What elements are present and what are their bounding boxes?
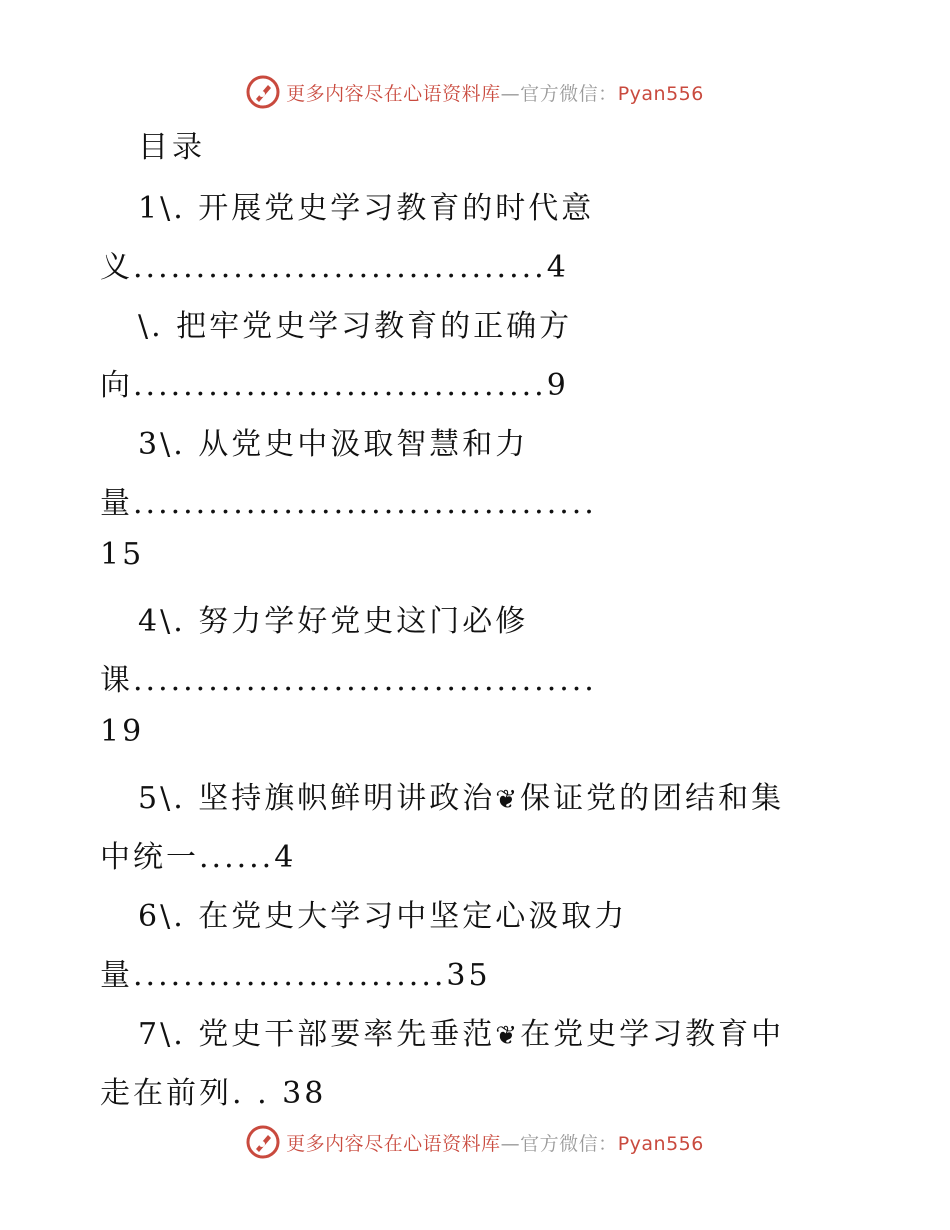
toc-entry-5-part1: 5\. 坚持旗帜鲜明讲政治 bbox=[138, 781, 496, 816]
toc-entry-3-cont: 量..................................... bbox=[100, 486, 597, 521]
toc-entry-7-cont: 走在前列. . 38 bbox=[100, 1076, 327, 1111]
footer-watermark bbox=[0, 1120, 950, 1164]
toc-entry-4-cont: 课..................................... bbox=[100, 663, 597, 698]
pen-logo-icon bbox=[246, 1125, 280, 1159]
toc-entry-3-page: 15 bbox=[100, 537, 145, 572]
toc-entry-6: 6\. 在党史大学习中坚定心汲取力 bbox=[138, 899, 628, 934]
toc-entry-7-part1: 7\. 党史干部要率先垂范 bbox=[138, 1017, 496, 1052]
toc-entry-4: 4\. 努力学好党史这门必修 bbox=[138, 604, 529, 639]
watermark-text: 更多内容尽在心语资料库—官方微信：Pyan556 bbox=[286, 82, 704, 105]
toc-entry-5-part2: 保证党的团结和集 bbox=[520, 781, 785, 816]
toc-entry-6-cont: 量.........................35 bbox=[100, 958, 491, 993]
toc-entry-7-part2: 在党史学习教育中 bbox=[520, 1017, 785, 1052]
toc-entry-4-page: 19 bbox=[100, 714, 145, 749]
watermark-text: 更多内容尽在心语资料库—官方微信：Pyan556 bbox=[286, 1132, 704, 1155]
toc-entry-1-cont: 义.................................4 bbox=[100, 250, 569, 285]
header-watermark bbox=[0, 70, 950, 114]
toc-title: 目录 bbox=[138, 130, 206, 165]
toc-entry-5-cont: 中统一......4 bbox=[100, 840, 297, 875]
ornament-icon: ❦ bbox=[495, 785, 521, 815]
toc-entry-1: 1\. 开展党史学习教育的时代意 bbox=[138, 191, 595, 226]
ornament-icon: ❦ bbox=[495, 1021, 521, 1051]
pen-logo-icon bbox=[246, 75, 280, 109]
toc-entry-7 bbox=[138, 1009, 784, 1053]
toc-entry-3: 3\. 从党史中汲取智慧和力 bbox=[138, 427, 529, 462]
toc-entry-2-cont: 向.................................9 bbox=[100, 368, 569, 403]
toc-entry-2: \. 把牢党史学习教育的正确方 bbox=[138, 309, 573, 344]
toc-entry-5 bbox=[138, 773, 784, 817]
